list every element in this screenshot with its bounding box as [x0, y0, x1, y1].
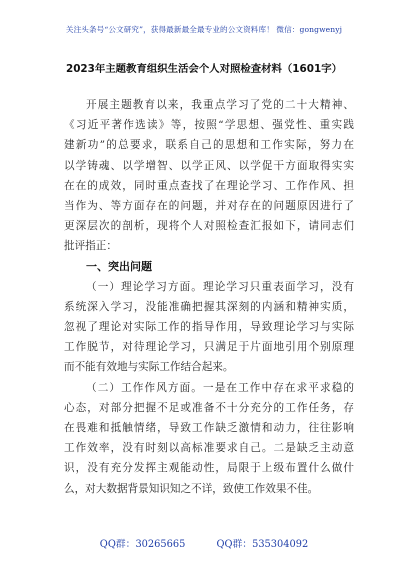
paragraph1-line: 当作为、等方面存在的问题，并对存在的问题原因进行了 — [64, 199, 354, 212]
header-promo-note: 关注头条号“公文研究”，获得最新最全最专业的公文资料库！ 微信：gongwenyj — [65, 25, 343, 34]
paragraph3-line: 心态，对部分把握不足或准备不十分充分的工作任务，存 — [64, 401, 354, 414]
paragraph1-line: 开展主题教育以来，我重点学习了党的二十大精神、 — [86, 99, 354, 111]
paragraph3-line: 么，对大数据背景知识知之不详，致使工作效果不佳。 — [64, 482, 319, 495]
paragraph3-line: 识，没有充分发挥主观能动性，局限于上级布置什么做什 — [64, 462, 354, 475]
footer-qq-group-2: QQ群：535304092 — [216, 539, 309, 550]
paragraph1-line: 更深层次的剖析，现将个人对照检查汇报如下，请同志们 — [64, 220, 354, 233]
document-body — [64, 95, 354, 499]
paragraph3-line: （二）工作作风方面。一是在工作中存在求平求稳的 — [86, 381, 354, 394]
paragraph2-line: 而不能有效地与实际工作结合起来。 — [64, 361, 234, 374]
paragraph1-line: 以学铸魂、以学增智、以学正风、以学促干方面取得实实 — [64, 159, 354, 172]
document-title: 2023年主题教育组织生活会个人对照检查材料（1601字） — [65, 63, 343, 75]
paragraph1-line: 批评指正： — [64, 240, 117, 253]
section-heading-problems: 一、突出问题 — [86, 259, 152, 273]
paragraph1-line: 《习近平著作选读》等，按照“学思想、强党性、重实践 — [64, 119, 354, 132]
paragraph3-line: 在畏难和抵触情绪，导致工作缺乏激情和动力，往往影响 — [64, 422, 354, 434]
paragraph2-line: （一）理论学习方面。理论学习只重表面学习，没有 — [86, 280, 354, 293]
paragraph1-line: 在在的成效，同时重点查找了在理论学习、工作作风、担 — [64, 179, 354, 192]
paragraph1-line: 建新功”的总要求，联系自己的思想和工作实际，努力在 — [64, 139, 354, 152]
footer-qq-groups — [0, 536, 408, 550]
paragraph2-line: 系统深入学习，没能准确把握其深刻的内涵和精神实质， — [64, 300, 354, 313]
footer-qq-group-1: QQ群：30265665 — [99, 539, 186, 550]
paragraph2-line: 工作脱节，对待理论学习，只满足于片面地引用个别原理 — [64, 341, 354, 354]
paragraph3-line: 工作效率，没有时刻以高标准要求自己。二是缺乏主动意 — [64, 442, 354, 455]
paragraph2-line: 忽视了理论对实际工作的指导作用，导致理论学习与实际 — [64, 321, 354, 334]
